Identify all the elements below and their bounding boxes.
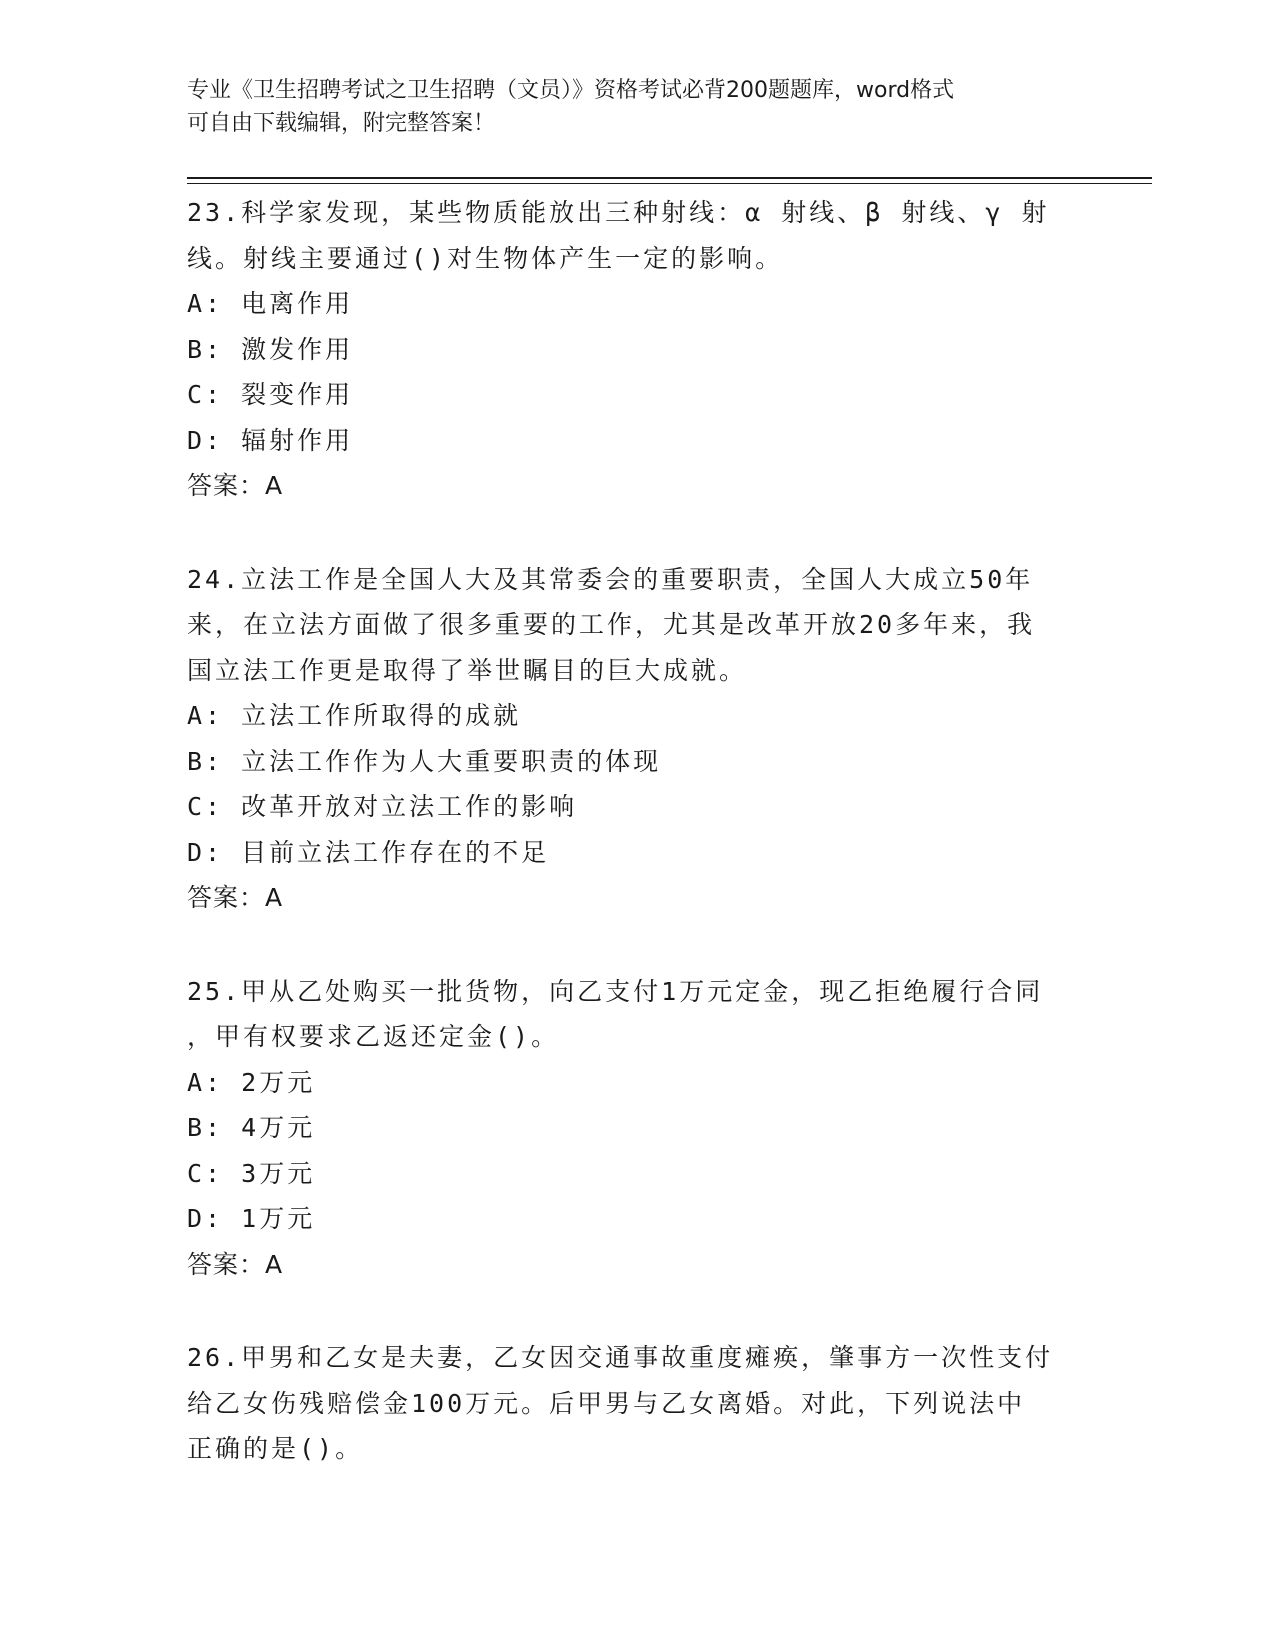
answer-line: 答案：A (187, 471, 284, 500)
option-a: A: 电离作用 (187, 289, 354, 318)
question-text-line: 23.科学家发现，某些物质能放出三种射线：α 射线、β 射线、γ 射 (187, 198, 1050, 227)
answer-line: 答案：A (187, 1249, 284, 1279)
header-divider-thin (187, 183, 1152, 184)
question-text-line: ，甲有权要求乙返还定金()。 (187, 1022, 560, 1051)
header-title-line-2: 可自由下载编辑，附完整答案！ (187, 111, 496, 136)
question-list (187, 190, 1087, 1520)
option-c: C: 3万元 (187, 1158, 316, 1188)
header-divider-thick (187, 177, 1152, 179)
question-26 (187, 1335, 1087, 1472)
option-a: A: 2万元 (187, 1067, 316, 1097)
question-text-line: 来，在立法方面做了很多重要的工作，尤其是改革开放20多年来，我 (187, 610, 1036, 639)
question-text-line: 线。射线主要通过()对生物体产生一定的影响。 (187, 243, 784, 273)
answer-line: 答案：A (187, 883, 284, 912)
option-a: A: 立法工作所取得的成就 (187, 701, 522, 730)
question-25 (187, 969, 1087, 1288)
option-b: B: 4万元 (187, 1113, 316, 1142)
option-b: B: 激发作用 (187, 334, 354, 364)
question-text-line: 25.甲从乙处购买一批货物，向乙支付1万元定金，现乙拒绝履行合同 (187, 976, 1044, 1006)
question-23 (187, 190, 1087, 509)
option-d: D: 目前立法工作存在的不足 (187, 837, 550, 867)
option-d: D: 1万元 (187, 1204, 316, 1233)
question-text-line: 26.甲男和乙女是夫妻，乙女因交通事故重度瘫痪，肇事方一次性支付 (187, 1343, 1054, 1372)
question-24 (187, 557, 1087, 921)
document-header (187, 74, 1087, 140)
option-c: C: 裂变作用 (187, 380, 354, 409)
header-title-line-1: 专业《卫生招聘考试之卫生招聘（文员）》资格考试必背200题题库，word格式 (187, 78, 955, 103)
option-d: D: 辐射作用 (187, 425, 354, 455)
question-text-line: 国立法工作更是取得了举世瞩目的巨大成就。 (187, 655, 748, 685)
question-text-line: 24.立法工作是全国人大及其常委会的重要职责，全国人大成立50年 (187, 564, 1034, 594)
option-c: C: 改革开放对立法工作的影响 (187, 792, 578, 821)
option-b: B: 立法工作作为人大重要职责的体现 (187, 746, 662, 776)
question-text-line: 正确的是()。 (187, 1434, 364, 1463)
question-text-line: 给乙女伤残赔偿金100万元。后甲男与乙女离婚。对此，下列说法中 (187, 1388, 1026, 1418)
